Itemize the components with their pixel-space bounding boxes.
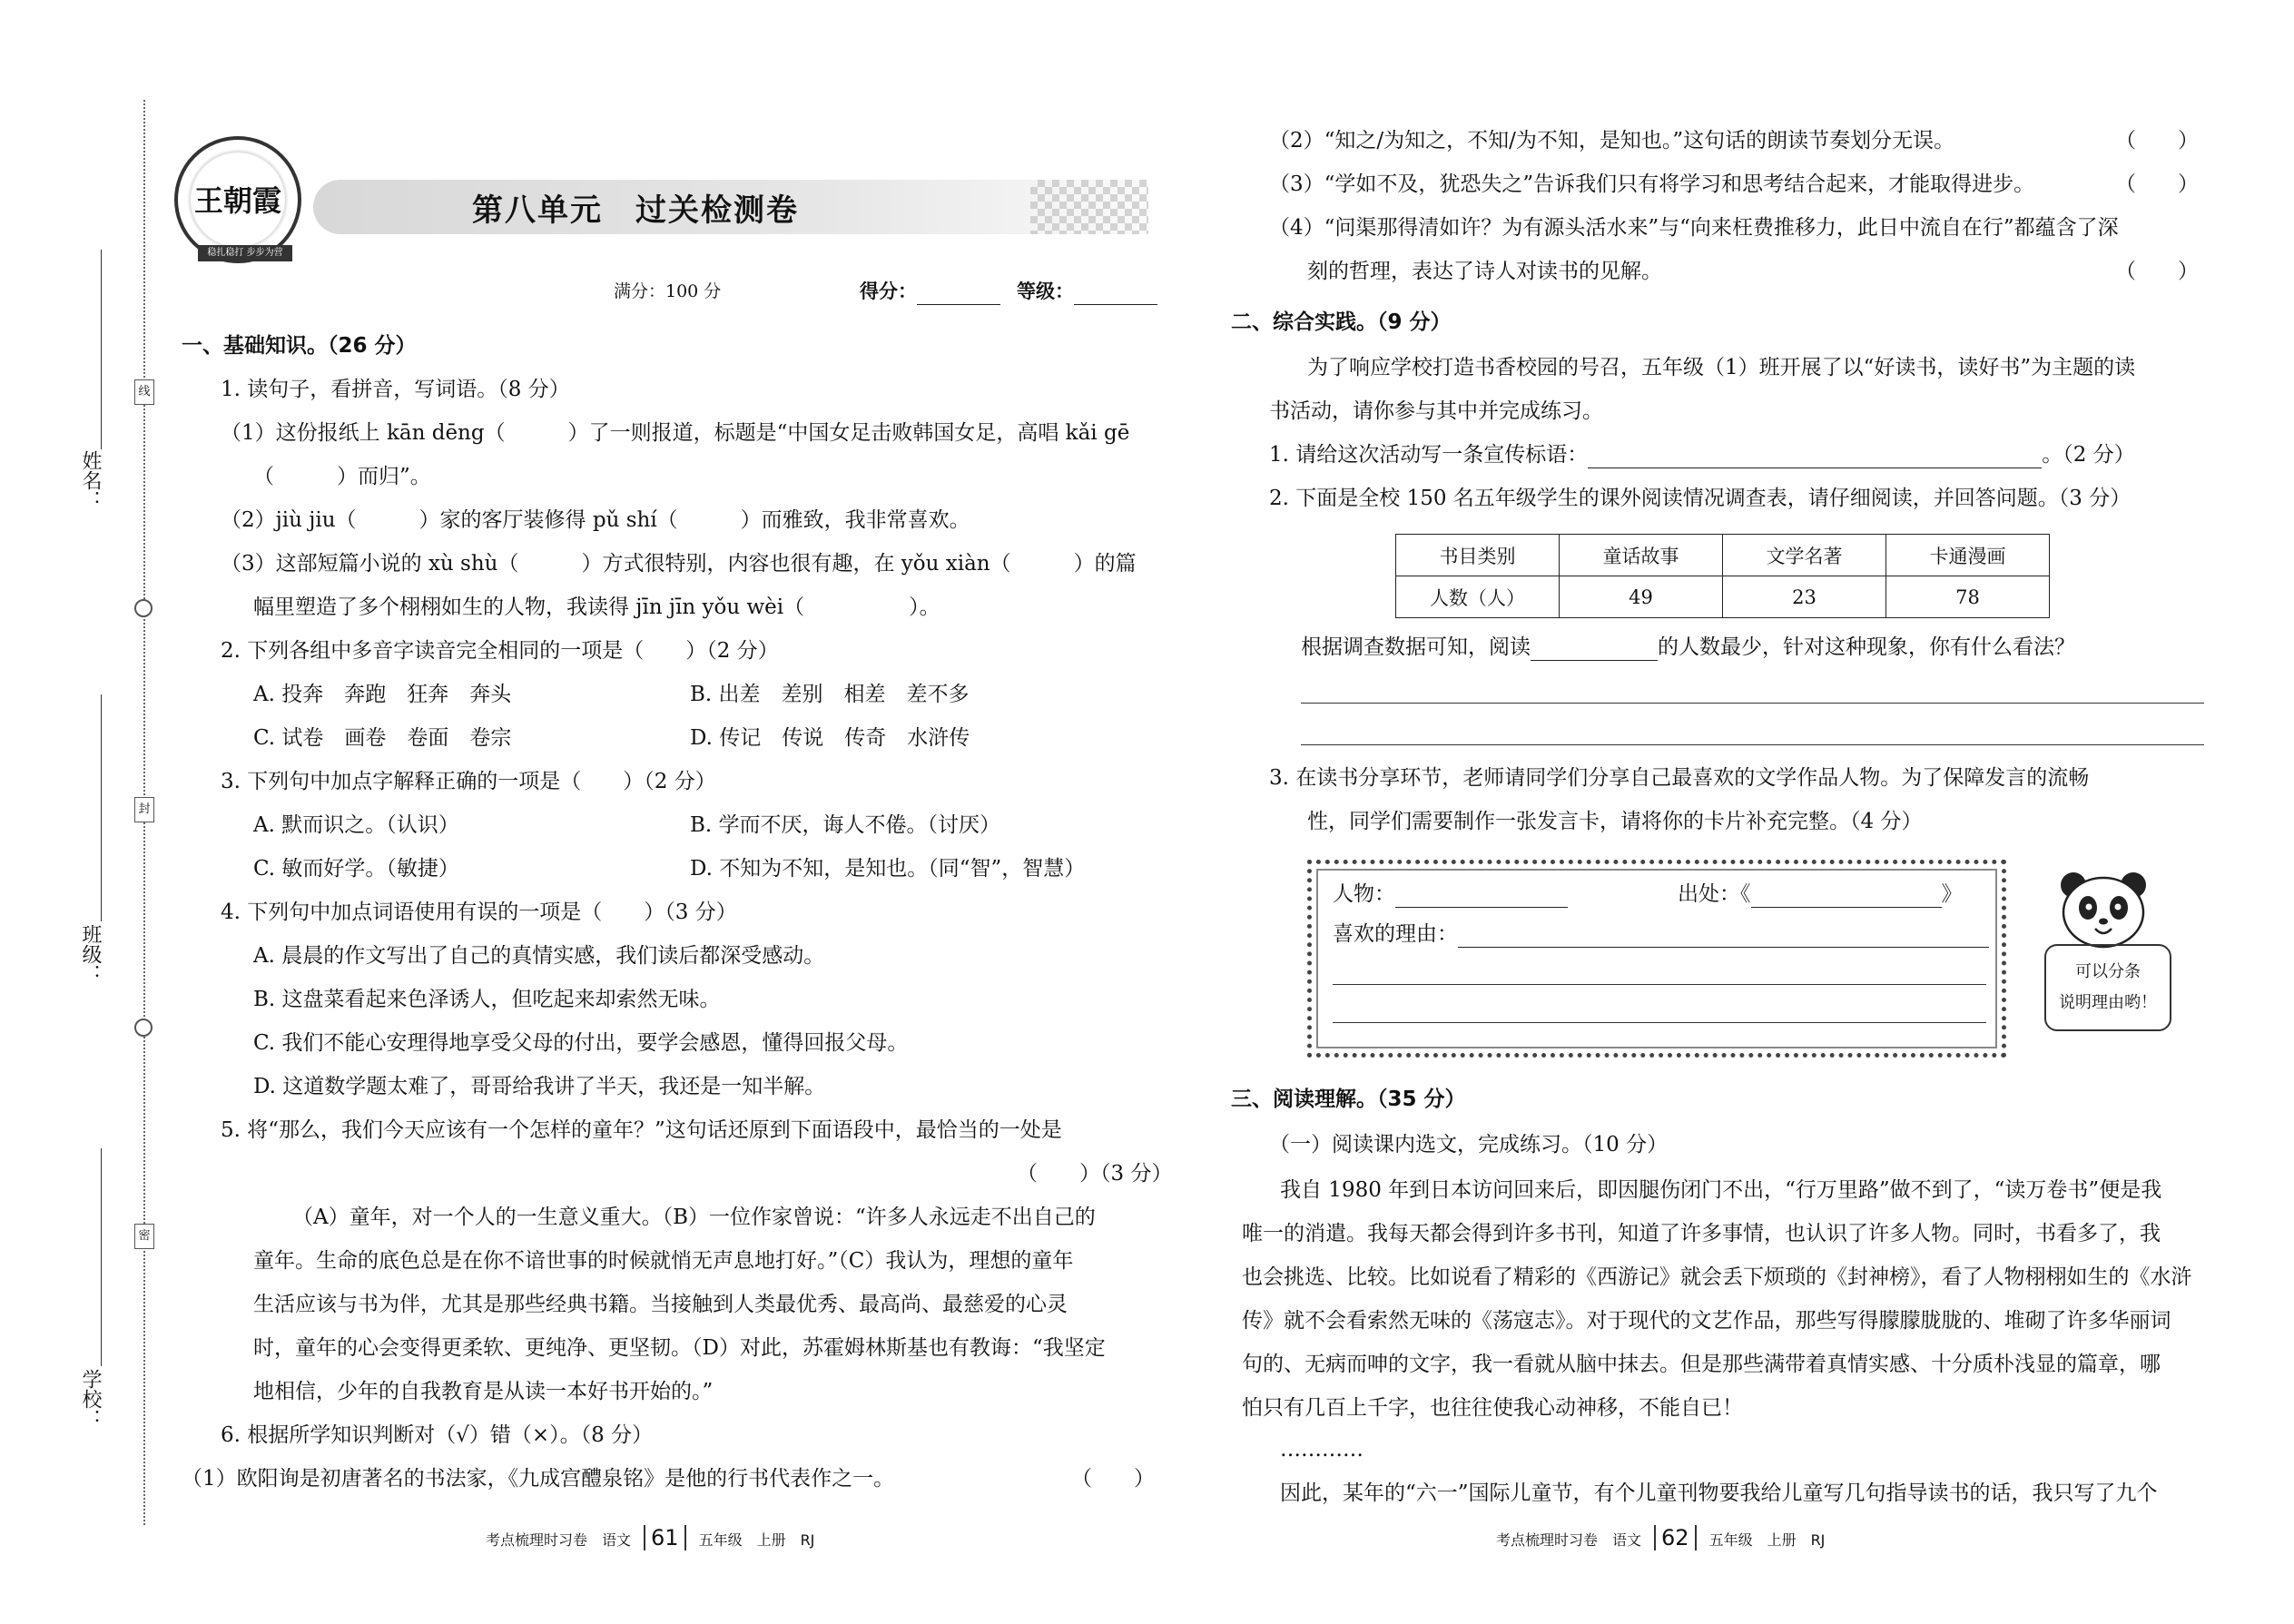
- s2-q3-line2: 性，同学们需要制作一张发言卡，请将你的卡片补充完整。（4 分）: [1307, 810, 1923, 833]
- class-label: 班级：: [79, 924, 102, 984]
- q3-option-a[interactable]: A. 默而识之。（认识）: [253, 813, 459, 837]
- card-source-field[interactable]: [1751, 884, 1942, 908]
- q5-answer-paren[interactable]: （ ）（3 分）: [1017, 1162, 1173, 1186]
- card-person-field[interactable]: [1395, 884, 1568, 908]
- card-person: 人物：: [1333, 881, 1568, 908]
- s2-intro-line1: 为了响应学校打造书香校园的号召，五年级（1）班开展了以“好读书，读好书”为主题的读: [1307, 356, 2136, 379]
- q4-option-a[interactable]: A. 晨晨的作文写出了自己的真情实感，我们读后都深受感动。: [253, 944, 825, 968]
- footer-grade: 五年级 上册 RJ: [1708, 1531, 1826, 1549]
- table-header: 文学名著: [1723, 535, 1886, 576]
- q6-2: （2）“知之/为知之，不知/为不知，是知也。”这句话的朗读节奏划分无误。: [1269, 129, 1955, 153]
- table-row-label: 人数（人）: [1396, 576, 1560, 618]
- card-answer-line[interactable]: [1333, 984, 1986, 985]
- q6-stem: 6. 根据所学知识判断对（√）错（×）。（8 分）: [221, 1423, 654, 1447]
- q4-option-b[interactable]: B. 这盘菜看起来色泽诱人，但吃起来却索然无味。: [253, 988, 721, 1011]
- q5-passage-line5: 地相信，少年的自我教育是从读一本好书开始的。”: [253, 1380, 714, 1403]
- banner-checker-pattern: [1030, 180, 1148, 234]
- footer-book: 考点梳理时习卷 语文: [1496, 1531, 1642, 1549]
- q5-passage-line4: 时，童年的心会变得更柔软、更纯净、更坚韧。（D）对此，苏霍姆林斯基也有教诲：“我坚定: [253, 1336, 1106, 1360]
- logo-ribbon: 稳扎稳打 步步为营: [198, 245, 292, 261]
- q6-4-line2: 刻的哲理，表达了诗人对读书的见解。: [1307, 260, 1662, 283]
- q4-option-d[interactable]: D. 这道数学题太难了，哥哥给我讲了半天，我还是一知半解。: [253, 1075, 826, 1098]
- answer-line[interactable]: [1301, 703, 2204, 704]
- q1-2: （2）jiù jiu（ ）家的客厅装修得 pǔ shí（ ）而雅致，我非常喜欢。: [221, 508, 970, 532]
- section-2-title: 二、综合实践。（9 分）: [1231, 310, 1452, 334]
- card-answer-line[interactable]: [1333, 1022, 1986, 1023]
- reading-para-line3: 也会挑选、比较。比如说看了精彩的《西游记》就会丢下烦琐的《封神榜》，看了人物栩栩如生的《水浒: [1242, 1265, 2192, 1289]
- q5-passage-line1: （A）童年，对一个人的一生意义重大。（B）一位作家曾说：“许多人永远走不出自己的: [292, 1206, 1096, 1229]
- q6-4-line1: （4）“问渠那得清如许？为有源头活水来”与“向来枉费推移力，此日中流自在行”都蕴含了深: [1269, 216, 2119, 240]
- table-cell: 78: [1886, 576, 2050, 618]
- table-header: 书目类别: [1396, 535, 1560, 576]
- panda-mascot-icon: [2053, 867, 2153, 949]
- score-field[interactable]: [917, 281, 1000, 305]
- page-title: 第八单元 过关检测卷: [472, 192, 799, 229]
- q1-1-line2: （ ）而归”。: [253, 465, 431, 488]
- q5-passage-line3: 生活应该与书为伴，尤其是那些经典书籍。当接触到人类最优秀、最高尚、最慈爱的心灵: [253, 1293, 1068, 1316]
- q1-3-line1: （3）这部短篇小说的 xù shù（ ）方式很特别，内容也很有趣，在 yǒu xiàn（ ）的篇: [221, 552, 1137, 576]
- logo-text: 王朝霞: [193, 183, 281, 218]
- least-read-field[interactable]: [1531, 637, 1658, 661]
- grade-field[interactable]: [1074, 281, 1157, 305]
- q1-stem: 1. 读句子，看拼音，写词语。（8 分）: [221, 378, 570, 401]
- q6-3: （3）“学如不及，犹恐失之”告诉我们只有将学习和思考结合起来，才能取得进步。: [1269, 172, 2035, 196]
- q3-option-b[interactable]: B. 学而不厌，诲人不倦。（讨厌）: [690, 813, 1001, 837]
- q4-option-c[interactable]: C. 我们不能心安理得地享受父母的付出，要学会感恩，懂得回报父母。: [253, 1031, 909, 1055]
- table-header: 卡通漫画: [1886, 535, 2050, 576]
- q2-stem: 2. 下列各组中多音字读音完全相同的一项是（ ）（2 分）: [221, 639, 779, 663]
- school-field[interactable]: [101, 1148, 102, 1366]
- q5-passage-line2: 童年。生命的底色总是在你不谙世事的时候就悄无声息地打好。”（C）我认为，理想的童年: [253, 1249, 1074, 1273]
- footer-right: [1496, 1525, 1825, 1550]
- table-cell: 49: [1560, 576, 1723, 618]
- card-reason: 喜欢的理由：: [1333, 920, 1989, 948]
- q4-stem: 4. 下列句中加点词语使用有误的一项是（ ）（3 分）: [221, 901, 737, 924]
- page-number: 62: [1654, 1525, 1697, 1550]
- reading-ellipsis: …………: [1280, 1438, 1364, 1462]
- q6-4-answer-paren[interactable]: （ ）: [2115, 260, 2199, 283]
- table-header: 童话故事: [1560, 535, 1723, 576]
- grade-label: 等级：: [1017, 278, 1157, 305]
- reading-survey-table: [1395, 534, 2050, 618]
- q6-2-answer-paren[interactable]: （ ）: [2115, 129, 2199, 153]
- slogan-field[interactable]: [1588, 445, 2042, 468]
- panda-speech-bubble: [2044, 944, 2171, 1031]
- bubble-line-1: 可以分条: [2075, 962, 2141, 981]
- q2-option-c[interactable]: C. 试卷 画卷 卷面 卷宗: [253, 726, 512, 750]
- score-label: 得分：: [860, 278, 1000, 305]
- reading-para-line4: 传》就不会看索然无味的《荡寇志》。对于现代的文艺作品，那些写得朦朦胧胧的、堆砌了许多华丽词: [1242, 1309, 2171, 1333]
- section-1-title: 一、基础知识。（26 分）: [182, 334, 417, 358]
- s2-q1: 1. 请给这次活动写一条宣传标语： 。（2 分）: [1269, 443, 2135, 467]
- full-score: 满分：100 分: [614, 281, 722, 301]
- binding-tick-mi: 密: [134, 1224, 154, 1249]
- s3-subsection: （一）阅读课内选文，完成练习。（10 分）: [1269, 1133, 1669, 1156]
- reading-para-line7: 因此，某年的“六一”国际儿童节，有个儿童刊物要我给儿童写几句指导读书的话，我只写了九个: [1280, 1481, 2158, 1505]
- card-source: 出处：《 》: [1678, 882, 1963, 906]
- q1-1-line1: （1）这份报纸上 kān dēng（ ）了一则报道，标题是“中国女足击败韩国女足，高唱 kǎi gē: [221, 421, 1130, 445]
- q6-1-answer-paren[interactable]: （ ）: [1071, 1467, 1155, 1491]
- school-label: 学校：: [79, 1369, 102, 1429]
- reading-para-line1: 我自 1980 年到日本访问回来后，即因腿伤闭门不出，“行万里路”做不到了，“读万卷书”便是我: [1280, 1178, 2162, 1202]
- footer-book: 考点梳理时习卷 语文: [486, 1531, 632, 1549]
- q2-option-b[interactable]: B. 出差 差别 相差 差不多: [690, 683, 970, 706]
- q3-option-c[interactable]: C. 敏而好学。（敏捷）: [253, 857, 459, 881]
- reading-para-line5: 句的、无病而呻的文字，我一看就从脑中抹去。但是那些满带着真情实感、十分质朴浅显的篇章，哪: [1242, 1353, 2161, 1376]
- s2-intro-line2: 书活动，请你参与其中并完成练习。: [1269, 399, 1603, 423]
- binding-tick-xian: 线: [134, 379, 154, 405]
- section-3-title: 三、阅读理解。（35 分）: [1231, 1088, 1466, 1111]
- name-label: 姓名：: [79, 450, 102, 510]
- reading-para-line2: 唯一的消遣。我每天都会得到许多书刊，知道了许多事情，也认识了许多人物。同时，书看多了，我: [1242, 1222, 2161, 1245]
- q5-stem: 5. 将“那么，我们今天应该有一个怎样的童年？”这句话还原到下面语段中，最恰当的一处是: [221, 1118, 1062, 1142]
- s2-q3-line1: 3. 在读书分享环节，老师请同学们分享自己最喜欢的文学作品人物。为了保障发言的流畅: [1269, 766, 2090, 790]
- q2-option-a[interactable]: A. 投奔 奔跑 狂奔 奔头: [253, 683, 512, 706]
- binding-tick-feng: 封: [134, 797, 154, 822]
- binding-hole-icon: [134, 599, 153, 617]
- reading-para-line6: 怕只有几百上千字，也往往使我心动神移，不能自已！: [1242, 1396, 1743, 1420]
- bubble-line-2: 说明理由哟！: [2059, 993, 2157, 1012]
- s2-q2-ask: 根据调查数据可知，阅读 的人数最少，针对这种现象，你有什么看法？: [1301, 635, 2075, 659]
- s2-q2: 2. 下面是全校 150 名五年级学生的课外阅读情况调查表，请仔细阅读，并回答问题。（3 分）: [1269, 487, 2132, 510]
- page-number: 61: [644, 1525, 686, 1550]
- q3-stem: 3. 下列句中加点字解释正确的一项是（ ）（2 分）: [221, 770, 716, 793]
- footer-grade: 五年级 上册 RJ: [698, 1531, 815, 1549]
- q2-option-d[interactable]: D. 传记 传说 传奇 水浒传: [690, 726, 970, 750]
- q1-3-line2: 幅里塑造了多个栩栩如生的人物，我读得 jīn jīn yǒu wèi（ ）。: [253, 595, 940, 619]
- q3-option-d[interactable]: D. 不知为不知，是知也。（同“智”，智慧）: [690, 857, 1086, 881]
- answer-line[interactable]: [1301, 744, 2204, 745]
- card-reason-field[interactable]: [1458, 924, 1989, 948]
- q6-3-answer-paren[interactable]: （ ）: [2115, 172, 2199, 196]
- table-cell: 23: [1723, 576, 1886, 618]
- q6-1: （1）欧阳询是初唐著名的书法家，《九成宫醴泉铭》是他的行书代表作之一。: [182, 1467, 895, 1491]
- footer-left: [486, 1525, 814, 1550]
- binding-hole-icon: [134, 1019, 153, 1037]
- class-field[interactable]: [101, 694, 102, 921]
- name-field[interactable]: [101, 250, 102, 449]
